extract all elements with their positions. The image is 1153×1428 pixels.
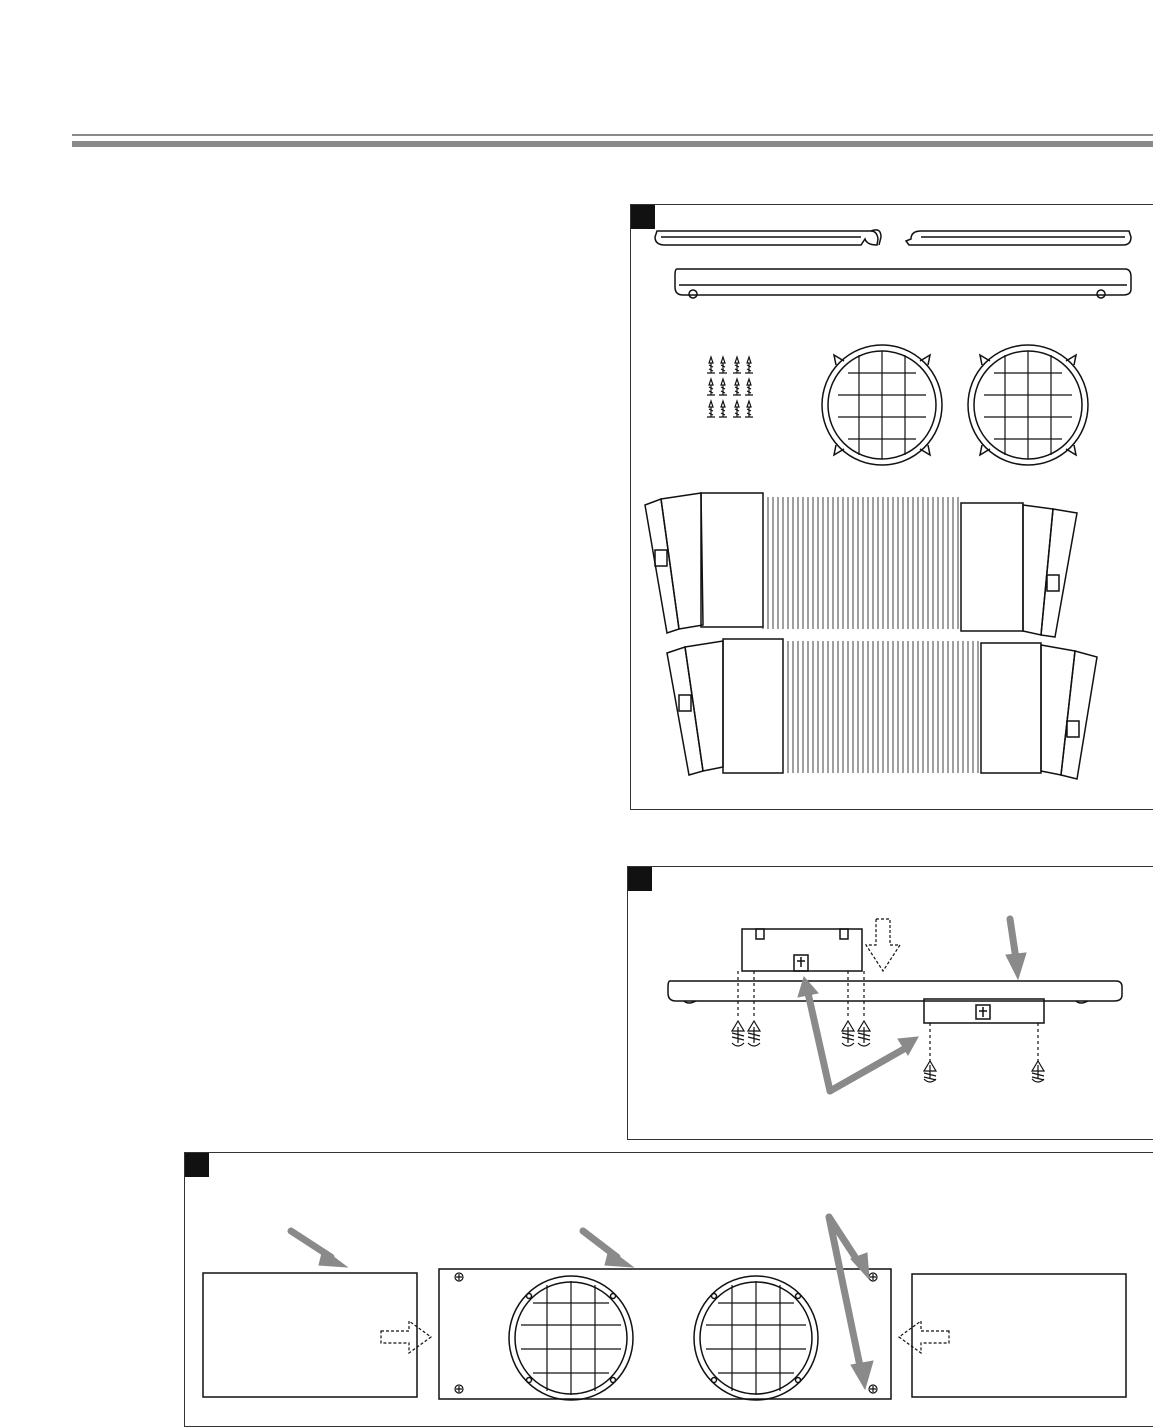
pointer-arrow-icon bbox=[291, 1231, 347, 1267]
window-panel-figure bbox=[184, 1152, 1153, 1427]
fan-grille-icon bbox=[822, 345, 942, 465]
mounting-rail-icon bbox=[668, 981, 1122, 1003]
header-rule-thin bbox=[72, 134, 1153, 136]
bracket-rail-icon bbox=[906, 231, 1131, 245]
pointer-arrow-icon bbox=[798, 977, 918, 1091]
fan-grille-icon bbox=[968, 345, 1088, 465]
pointer-arrow-icon bbox=[583, 1231, 633, 1267]
insert-direction-arrow-icon bbox=[866, 919, 900, 971]
side-panel-icon bbox=[912, 1274, 1126, 1397]
rail-assembly-figure bbox=[627, 866, 1153, 1140]
window-panel-icon bbox=[439, 1269, 891, 1399]
screw-icon bbox=[732, 1021, 1044, 1082]
window-panel-drawing bbox=[185, 1153, 1153, 1428]
fan-grille-icon bbox=[509, 1276, 633, 1400]
screw-set-icon bbox=[707, 357, 753, 417]
bracket-icon bbox=[924, 999, 1044, 1023]
pointer-arrow-icon bbox=[829, 1217, 873, 1389]
bracket-rail-icon bbox=[655, 230, 881, 245]
bracket-icon bbox=[742, 929, 862, 971]
slide-direction-arrow-icon bbox=[899, 1321, 949, 1353]
side-panel-icon bbox=[203, 1273, 417, 1397]
exhaust-hose-icon bbox=[667, 639, 1097, 779]
parts-figure bbox=[630, 204, 1153, 810]
parts-drawing bbox=[631, 205, 1153, 811]
pointer-arrow-icon bbox=[1006, 919, 1026, 979]
slide-direction-arrow-icon bbox=[381, 1321, 431, 1353]
header-rule-thick bbox=[72, 141, 1153, 147]
exhaust-hose-icon bbox=[645, 493, 1077, 637]
mounting-rail-icon bbox=[675, 269, 1131, 298]
rail-assembly-drawing bbox=[628, 867, 1153, 1141]
fan-grille-icon bbox=[694, 1276, 818, 1400]
